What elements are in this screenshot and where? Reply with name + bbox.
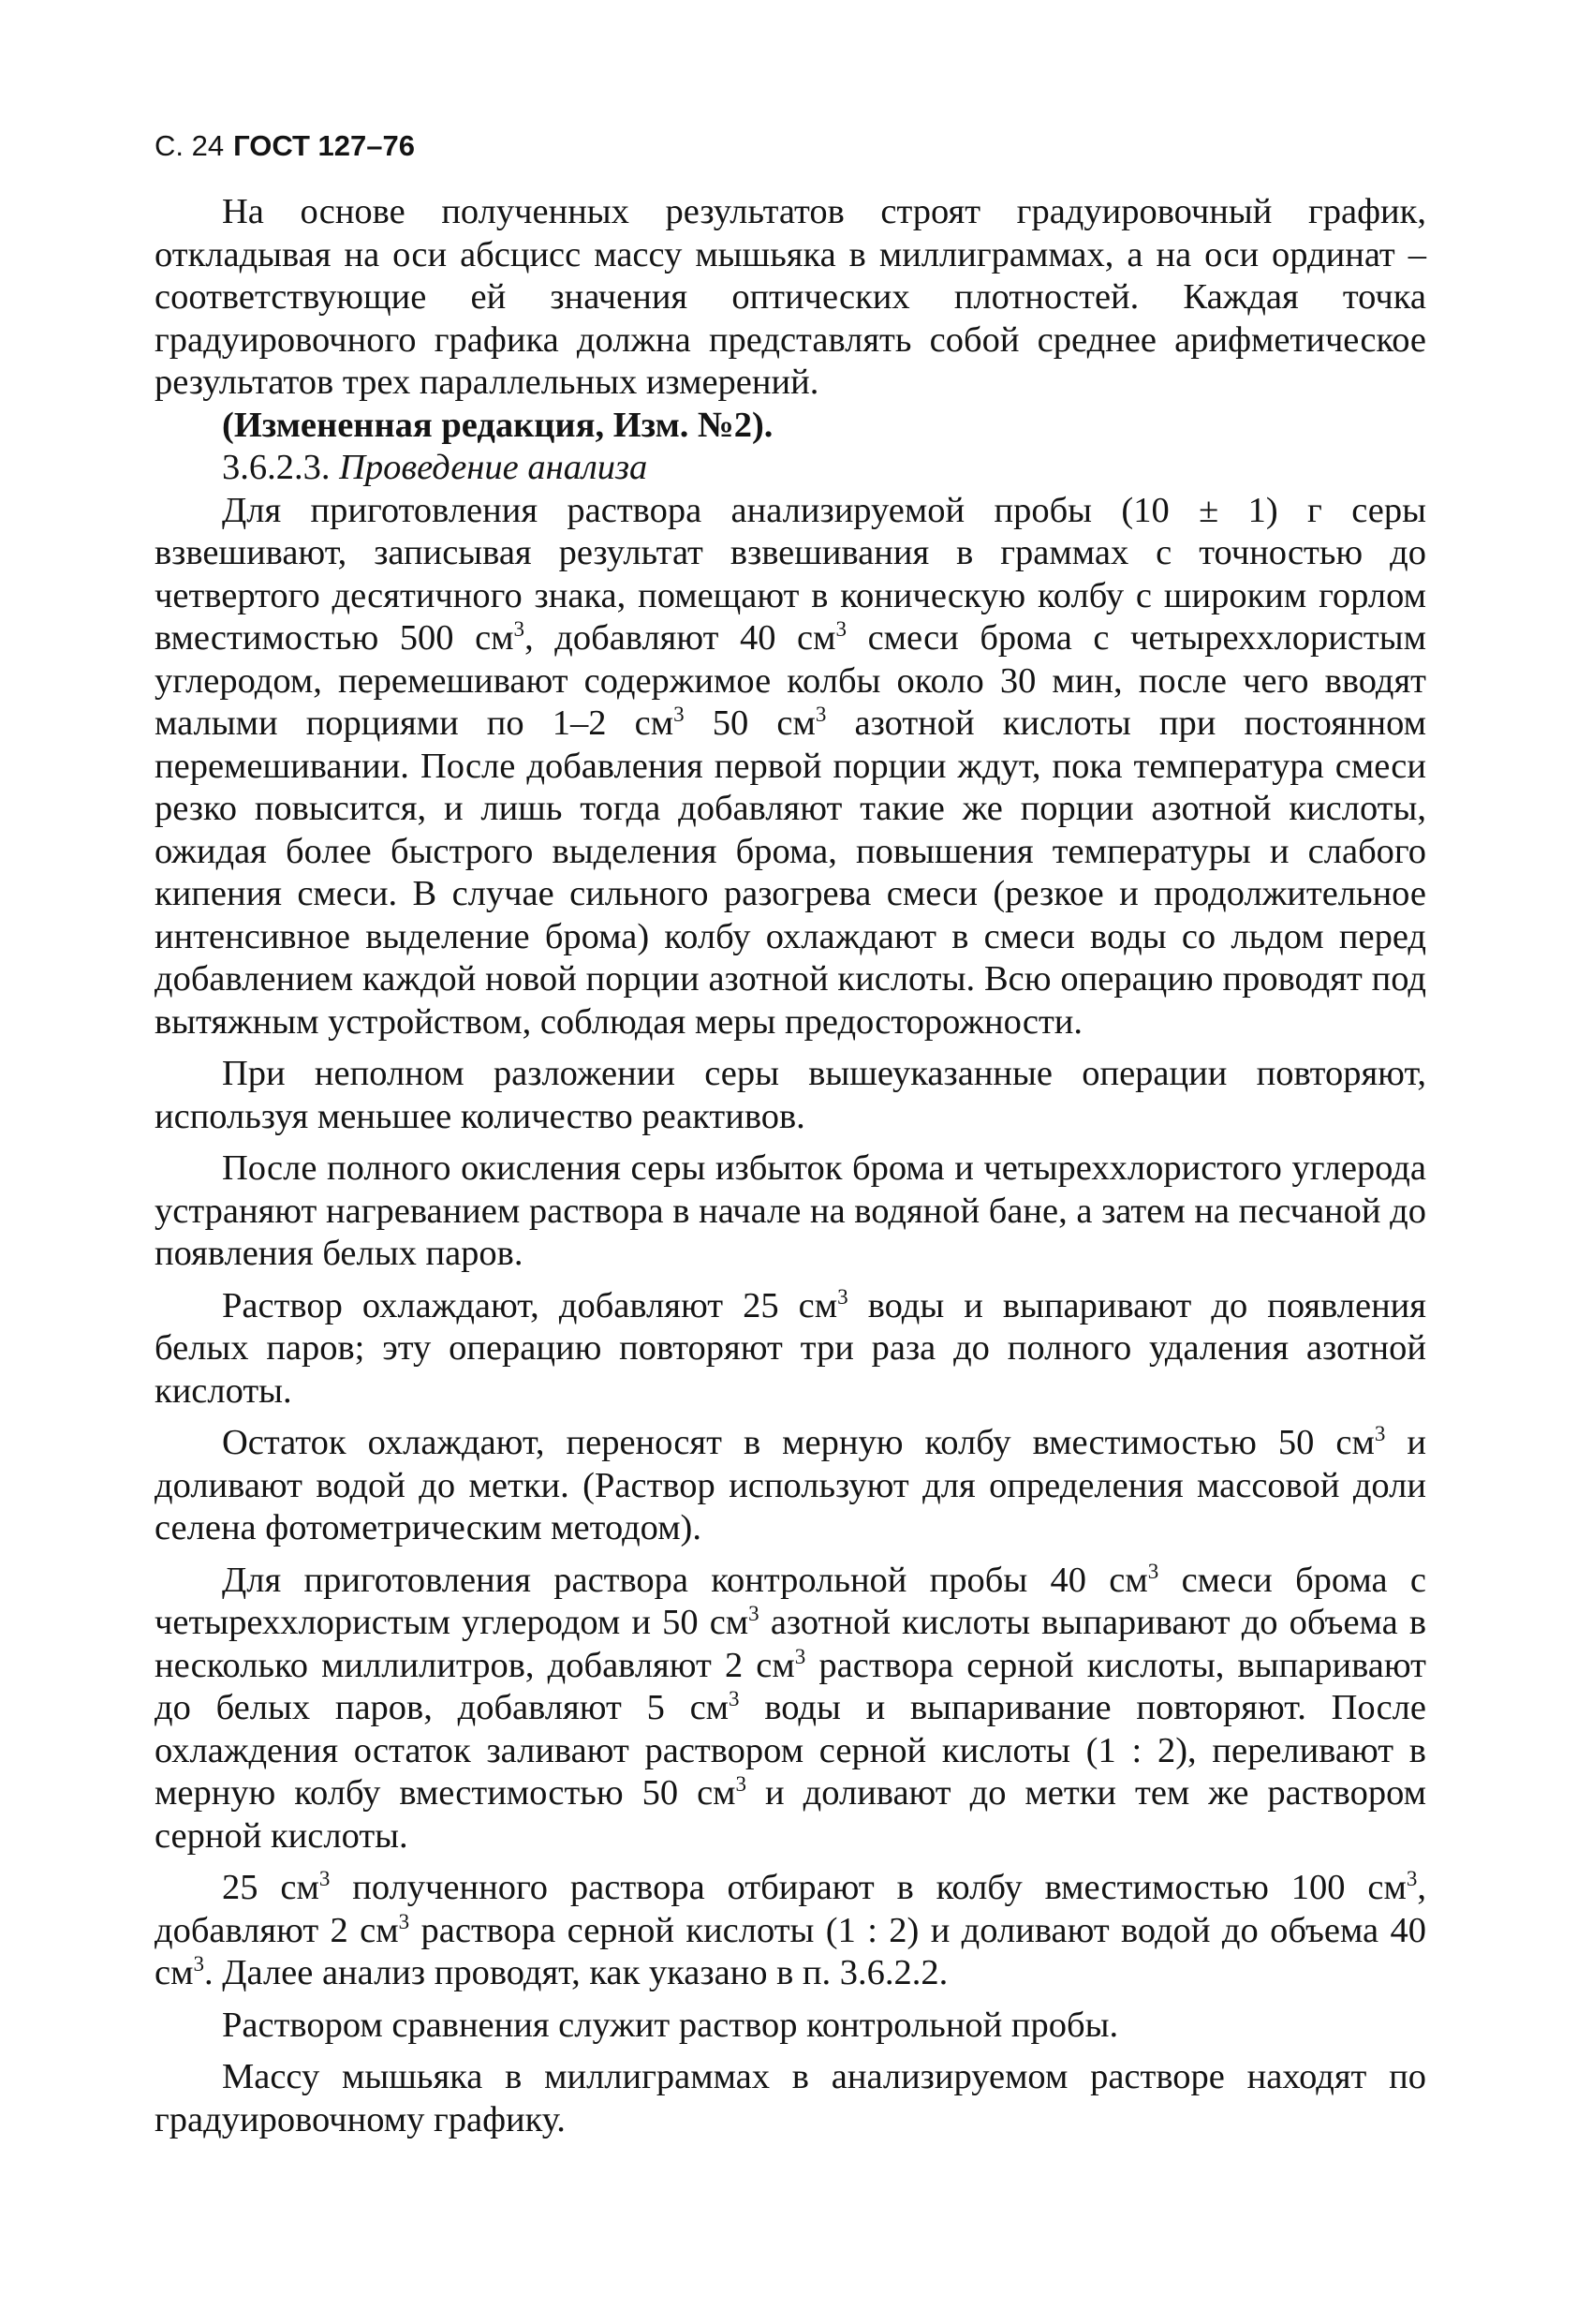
superscript-3: 3: [1147, 1558, 1159, 1583]
running-header: [155, 127, 1426, 165]
paragraph-aliquot: 25 $см^3$ полученного раствора отбирают в колбу вместимостью 100 $см^3$, добавляют 2 $см^3$ раствора серной кислоты (1 : 2) и доливают водой до объема 40 $см^3$. Далее анализ проводят, как указано в п. 3.6.2.2.: [155, 1866, 1427, 1992]
paragraph-residue-transfer: Остаток охлаждают, переносят в мерную колбу вместимостью 50 $см^3$ и доливают водой до метки. (Раствор используют для определения массовой доли селена фотометрическим методом).: [155, 1421, 1427, 1547]
superscript-3: 3: [513, 616, 525, 642]
paragraph-arsenic-mass: Массу мышьяка в миллиграммах в анализируемом растворе находят по градуировочному графику.: [155, 2057, 1426, 2139]
superscript-3: 3: [735, 1771, 747, 1797]
superscript-3: 3: [398, 1908, 410, 1933]
superscript-3: 3: [815, 702, 827, 727]
superscript-3: 3: [729, 1686, 740, 1711]
superscript-3: 3: [794, 1643, 806, 1668]
paragraph-evaporation: Раствор охлаждают, добавляют 25 $см^3$ воды и выпаривают до появления белых паров; эту операцию повторяют три раза до полного удаления азотной кислоты.: [155, 1283, 1426, 1411]
amendment-note: (Измененная редакция, Изм. №2).: [222, 405, 774, 445]
paragraph-sample-preparation: Для приготовления раствора анализируемой пробы (10 ± 1) г серы взвешивают, записывая результат взвешивания в граммах с точностью до четвертого десятичного знака, помещают в коническую колбу с широким горлом вместимостью 500 $см^3$, добавляют 40 $см^3$ смеси брома с четыреххлористым углеродом, перемешивают содержимое колбы около 30 мин, после чего вводят малыми порциями по 1–2 $см^3$ 50 $см^3$ азотной кислоты при постоянном перемешивании. После добавления первой порции ждут, пока температура смеси резко повысится, и лишь тогда добавляют такие же порции азотной кислоты, ожидая более быстрого выделения брома, повышения температуры и слабого кипения смеси. В случае сильного разогрева смеси (резкое и продолжительное интенсивное выделение брома) колбу охлаждают в смеси воды со льдом перед добавлением каждой новой порции азотной кислоты. Всю операцию проводят под вытяжным устройством, соблюдая меры предосторожности.: [155, 490, 1426, 1042]
superscript-3: 3: [318, 1866, 331, 1891]
paragraph-control-sample: Для приготовления раствора контрольной пробы 40 $см^3$ смеси брома с четыреххлористым углеродом и 50 $см^3$ азотной кислоты выпаривают до объема в несколько миллилитров, добавляют 2 $см^3$ раствора серной кислоты, выпаривают до белых паров, добавляют 5 $см^3$ воды и выпаривание повторяют. После охлаждения остаток заливают раствором серной кислоты (1 : 2), переливают в мерную колбу вместимостью 50 $см^3$ и доливают до метки тем же раствором серной кислоты.: [155, 1558, 1427, 1856]
superscript-3: 3: [835, 616, 848, 642]
superscript-3: 3: [1406, 1866, 1418, 1891]
superscript-3: 3: [1374, 1421, 1386, 1446]
superscript-3: 3: [193, 1951, 204, 1976]
document-page: [155, 127, 1426, 2151]
page-label: С. 24: [155, 129, 225, 162]
document-code: ГОСТ 127–76: [233, 129, 415, 162]
section-heading: [155, 447, 1426, 490]
section-number: 3.6.2.3.: [222, 448, 331, 487]
superscript-3: 3: [673, 702, 685, 727]
superscript-3: 3: [748, 1601, 759, 1626]
paragraph-calibration-graph: На основе полученных результатов строят градуировочный график, откладывая на оси абсцисс массу мышьяка в миллиграммах, а на оси ординат – соответствующие ей значения оптических плотностей. Каждая точка градуировочного графика должна представлять собой среднее арифметическое результатов трех параллельных измерений.: [155, 192, 1426, 402]
paragraph-bromine-removal: После полного окисления серы избыток брома и четыреххлористого углерода устраняют нагреванием раствора в начале на водяной бане, а затем на песчаной до появления белых паров.: [155, 1148, 1426, 1273]
paragraph-incomplete-decomposition: При неполном разложении серы вышеуказанные операции повторяют, используя меньшее количество реактивов.: [155, 1054, 1426, 1136]
superscript-3: 3: [837, 1283, 848, 1309]
section-title: Проведение анализа: [339, 448, 648, 487]
paragraph-reference-solution: Раствором сравнения служит раствор контрольной пробы.: [222, 2005, 1119, 2045]
